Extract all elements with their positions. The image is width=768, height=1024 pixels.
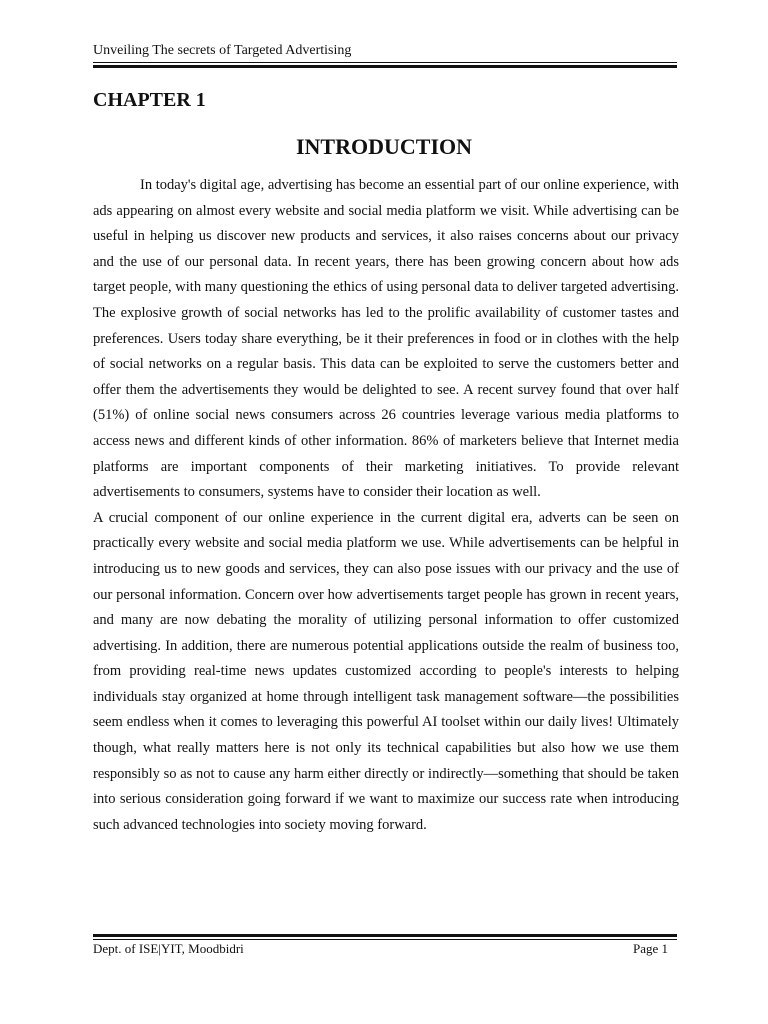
running-header: Unveiling The secrets of Targeted Advertising	[93, 43, 352, 58]
body-paragraph-1: In today's digital age, advertising has become an essential part of our online experience, with ads appearing on almost every website and social media platform we visit. While advertising can be useful in helping us discover new products and services, it also raises concerns about our privacy and the use of our personal data. In recent years, there has been growing concern about how ads target people, with many questioning the ethics of using personal data to deliver targeted advertising. The explosive growth of social networks has led to the prolific availability of customer tastes and preferences. Users today share everything, be it their preferences in food or in clothes with the help of social networks on a regular basis. This data can be exploited to serve the customers better and offer them the advertisements they would be delighted to see. A recent survey found that over half (51%) of online social news consumers across 26 countries leverage various media platforms to access news and different kinds of other information. 86% of marketers believe that Internet media platforms are important components of their marketing initiatives. To provide relevant advertisements to consumers, systems have to consider their location as well.	[93, 177, 679, 501]
body-text	[93, 173, 679, 838]
page-number: Page 1	[632, 941, 668, 956]
footer-department: Dept. of ISE|YIT, Moodbidri	[93, 941, 244, 956]
chapter-title: INTRODUCTION	[295, 134, 473, 159]
footer-rule-thick	[93, 934, 677, 937]
body-paragraph-2: A crucial component of our online experience in the current digital era, adverts can be seen on practically every website and social media platform we use. While advertisements can be helpful in introducing us to new goods and services, they can also pose issues with our privacy and the use of our personal information. Concern over how advertisements target people has grown in recent years, and many are now debating the morality of utilizing personal information to offer customized advertising. In addition, there are numerous potential applications outside the realm of business too, from providing real-time news updates customized according to people's interests to helping individuals stay organized at home through intelligent task management software—the possibilities seem endless when it comes to leveraging this powerful AI toolset within our daily lives! Ultimately though, what really matters here is not only its technical capabilities but also how we use them responsibly so as not to cause any harm either directly or indirectly—something that should be taken into serious consideration going forward if we want to maximize our success rate when introducing such advanced technologies into society moving forward.	[93, 509, 679, 833]
header-rule-thin	[93, 62, 677, 63]
header-rule-thick	[93, 65, 677, 68]
chapter-label: CHAPTER 1	[93, 89, 206, 111]
